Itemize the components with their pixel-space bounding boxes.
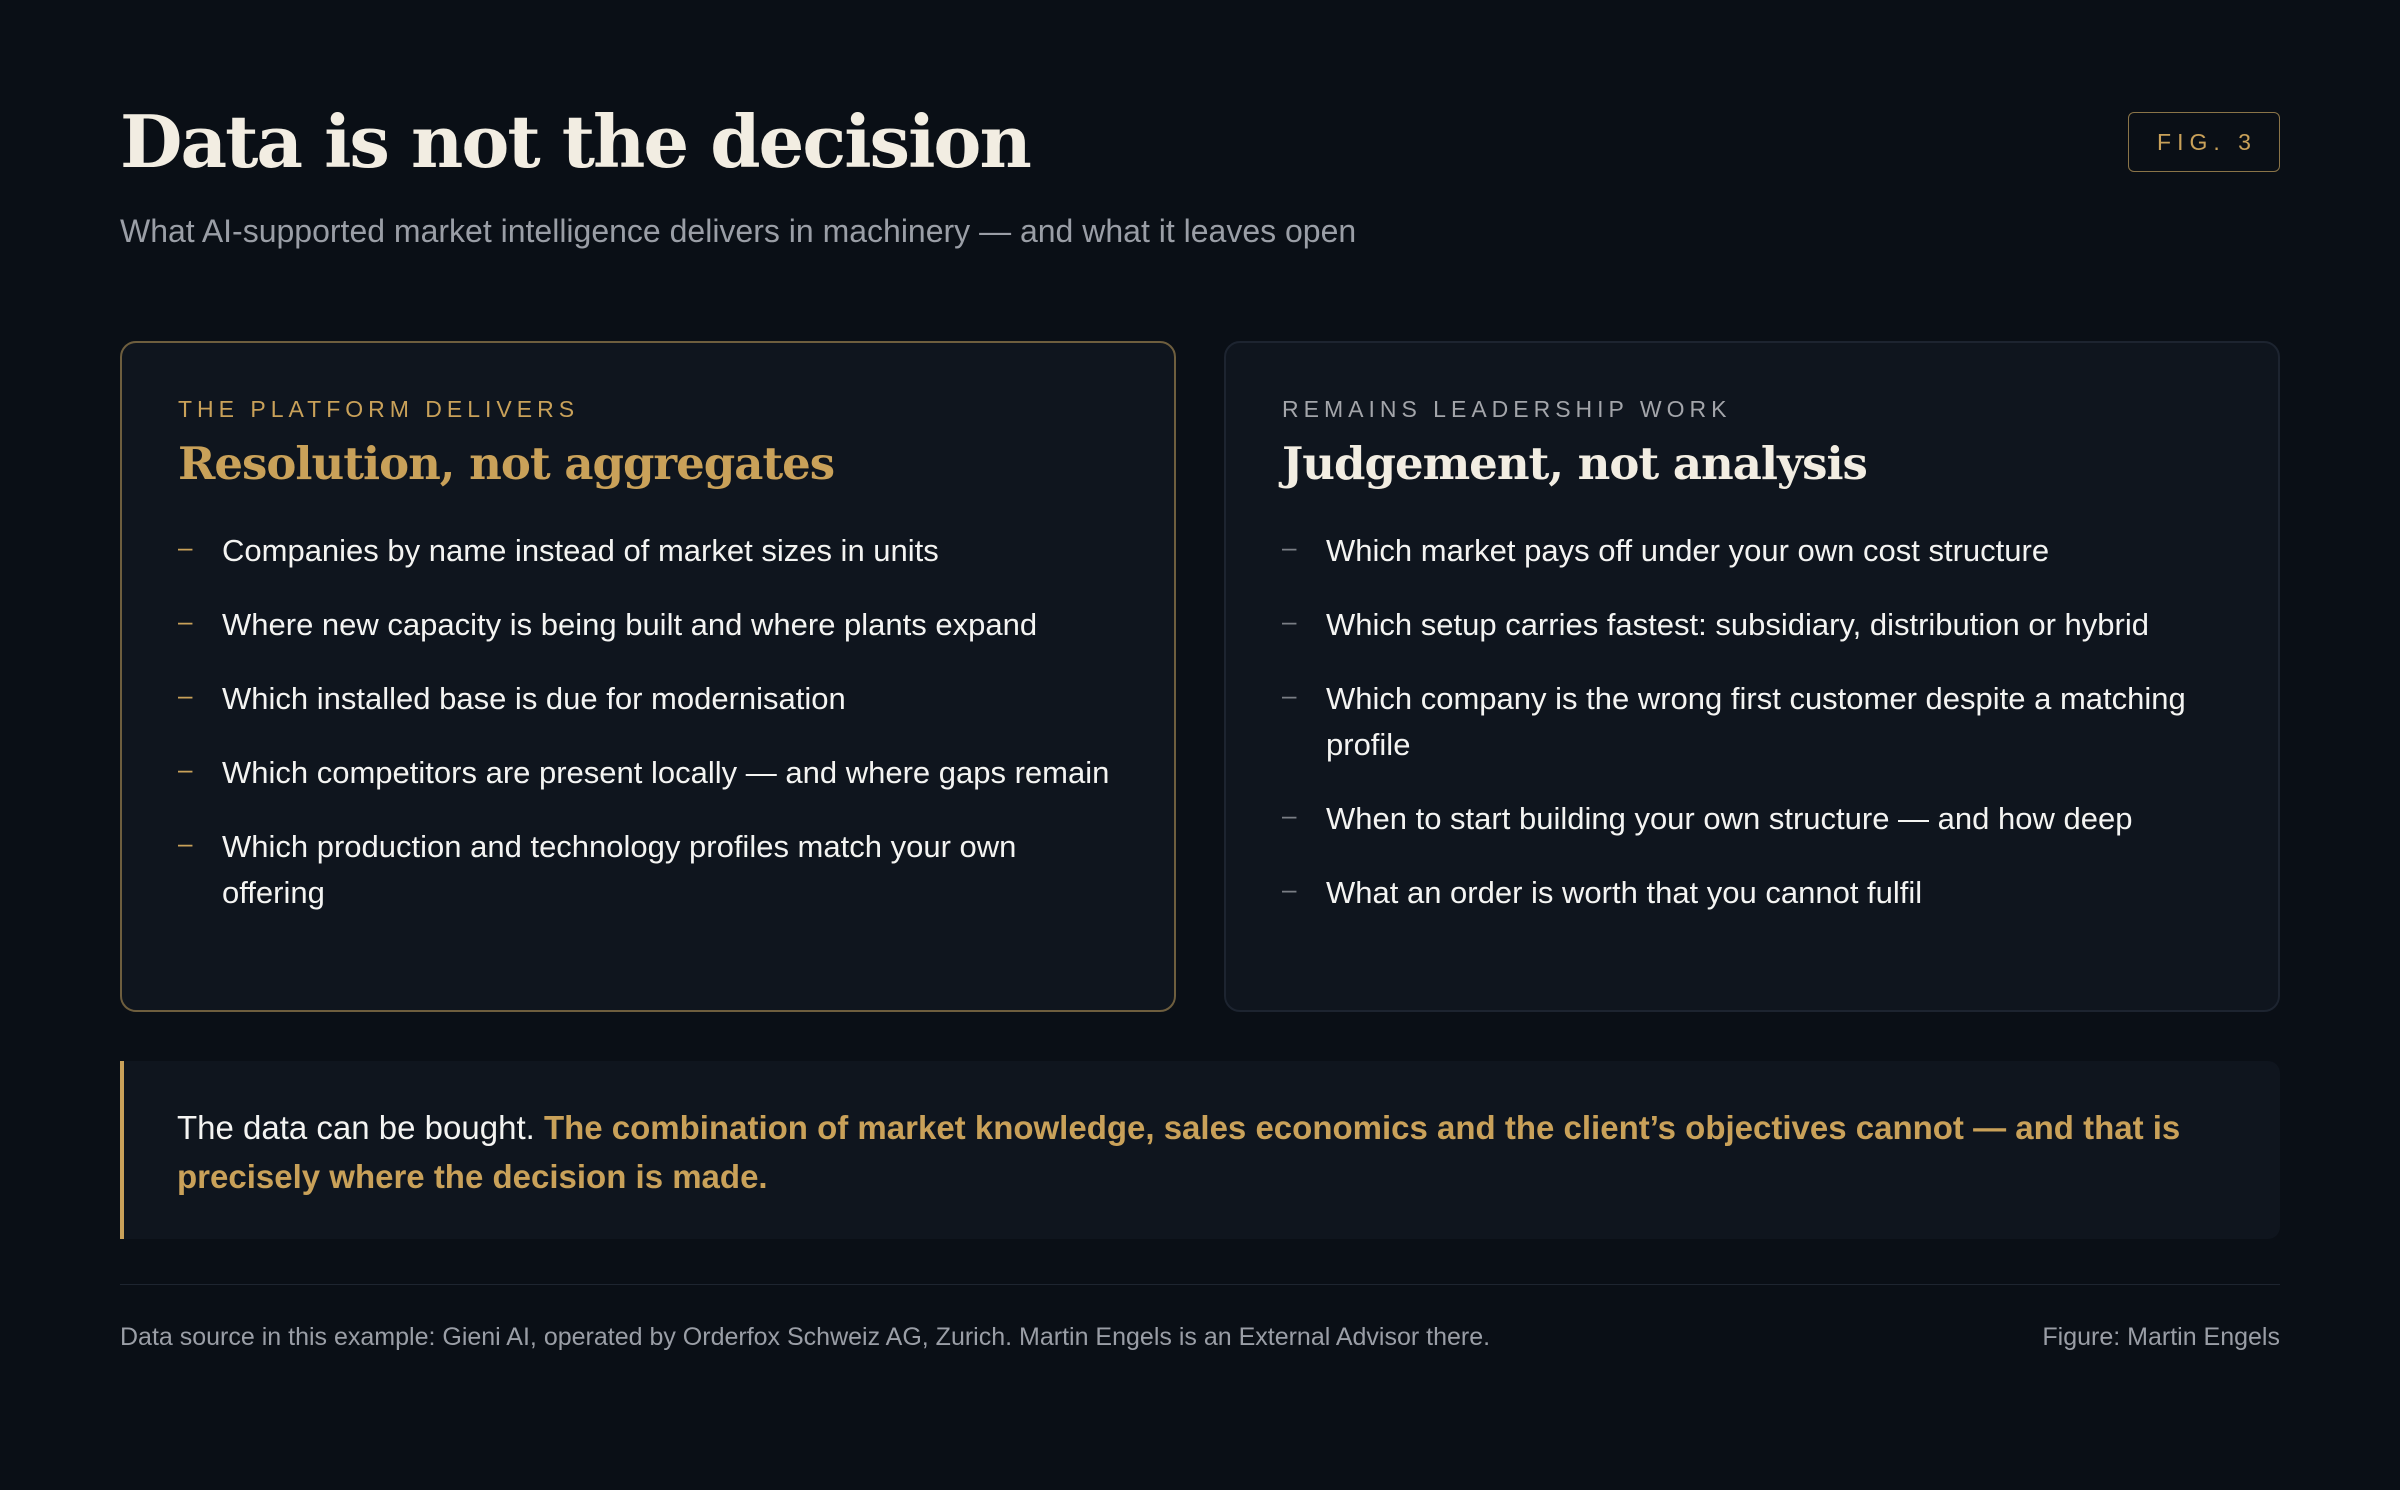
list-item bbox=[178, 602, 1118, 648]
dash-icon: – bbox=[178, 680, 193, 710]
dash-icon: – bbox=[1282, 606, 1297, 636]
leadership-work-card bbox=[1224, 341, 2280, 1012]
list-item-text: When to start building your own structure — and how deep bbox=[1326, 801, 2133, 836]
card-title: Resolution, not aggregates bbox=[178, 437, 835, 490]
card-title: Judgement, not analysis bbox=[1282, 437, 1867, 490]
key-takeaway-callout bbox=[120, 1061, 2280, 1239]
list-item bbox=[178, 750, 1118, 796]
list-item bbox=[178, 676, 1118, 722]
leadership-work-list bbox=[1282, 528, 2222, 916]
list-item bbox=[1282, 528, 2222, 574]
list-item bbox=[1282, 602, 2222, 648]
dash-icon: – bbox=[1282, 680, 1297, 710]
callout-emphasis-text: The combination of market knowledge, sales economics and the client’s objectives cannot — and that is precisely where the decision is made. bbox=[177, 1109, 2181, 1195]
list-item bbox=[1282, 676, 2222, 768]
source-note: Data source in this example: Gieni AI, operated by Orderfox Schweiz AG, Zurich. Martin Engels is an External Advisor there. bbox=[120, 1323, 1491, 1351]
list-item-text: Where new capacity is being built and where plants expand bbox=[222, 607, 1038, 642]
callout-lead-text: The data can be bought. bbox=[177, 1109, 544, 1146]
card-eyebrow: THE PLATFORM DELIVERS bbox=[178, 396, 580, 422]
list-item bbox=[1282, 796, 2222, 842]
header bbox=[120, 99, 2280, 250]
dash-icon: – bbox=[1282, 800, 1297, 830]
platform-delivers-list bbox=[178, 528, 1118, 916]
list-item bbox=[1282, 870, 2222, 916]
dash-icon: – bbox=[178, 532, 193, 562]
footer-divider bbox=[120, 1284, 2280, 1285]
list-item-text: What an order is worth that you cannot fulfil bbox=[1326, 875, 1923, 910]
figure-number-badge: FIG. 3 bbox=[2128, 112, 2280, 172]
dash-icon: – bbox=[1282, 532, 1297, 562]
list-item-text: Which company is the wrong first customer despite a matching profile bbox=[1326, 681, 2186, 762]
dash-icon: – bbox=[178, 606, 193, 636]
card-eyebrow: REMAINS LEADERSHIP WORK bbox=[1282, 396, 1732, 422]
platform-delivers-card bbox=[120, 341, 1176, 1012]
page-title: Data is not the decision bbox=[120, 99, 1030, 184]
list-item-text: Which setup carries fastest: subsidiary, distribution or hybrid bbox=[1326, 607, 2149, 642]
list-item bbox=[178, 528, 1118, 574]
dash-icon: – bbox=[178, 754, 193, 784]
list-item-text: Companies by name instead of market sizes in units bbox=[222, 533, 939, 568]
page-subtitle: What AI-supported market intelligence delivers in machinery — and what it leaves open bbox=[120, 213, 1357, 249]
list-item-text: Which market pays off under your own cost structure bbox=[1326, 533, 2050, 568]
list-item bbox=[178, 824, 1118, 916]
dash-icon: – bbox=[178, 828, 193, 858]
list-item-text: Which installed base is due for modernisation bbox=[222, 681, 846, 716]
figure-page bbox=[120, 0, 2280, 1490]
dash-icon: – bbox=[1282, 874, 1297, 904]
figure-credit: Figure: Martin Engels bbox=[2042, 1323, 2280, 1351]
list-item-text: Which competitors are present locally — and where gaps remain bbox=[222, 755, 1110, 790]
list-item-text: Which production and technology profiles match your own offering bbox=[222, 829, 1017, 910]
